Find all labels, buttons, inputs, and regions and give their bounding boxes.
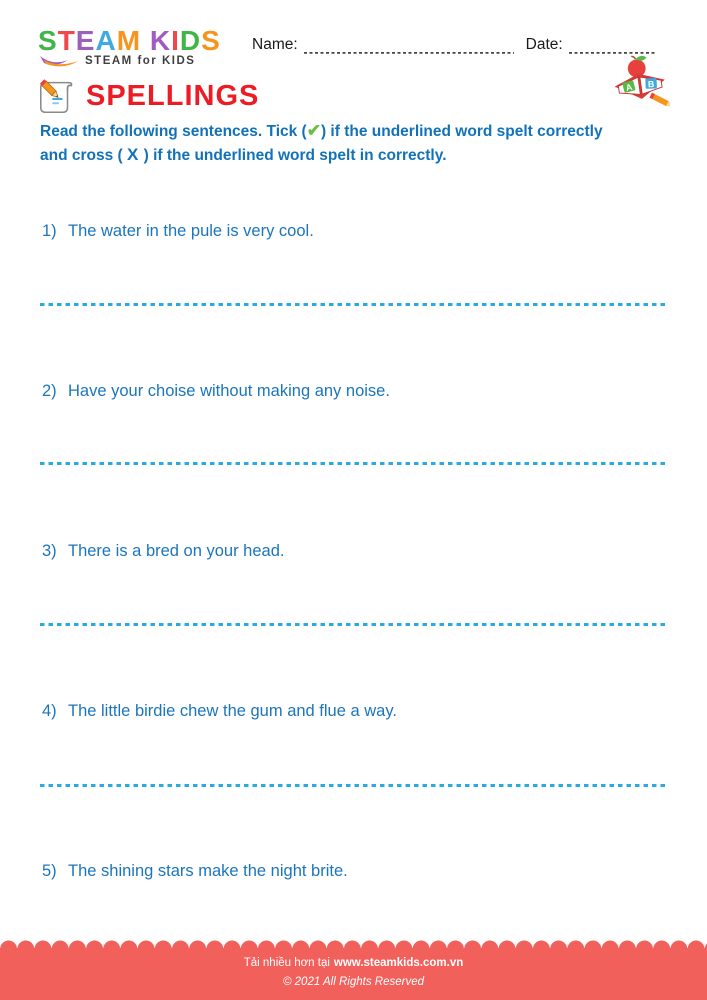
logo-wordmark: STEAM KIDS: [38, 25, 221, 56]
question-row-3: [42, 540, 662, 562]
pencil-scroll-icon: [36, 76, 78, 116]
question-text: There is a bred on your head.: [68, 542, 285, 560]
question-text: The little birdie chew the gum and flue a way.: [68, 702, 397, 720]
steam-kids-logo: [38, 26, 248, 68]
name-label: Name:: [252, 36, 298, 53]
question-row-2: [42, 380, 662, 402]
instructions-line2: and cross ( X ) if the underlined word spelt in correctly.: [40, 144, 447, 164]
question-row-5: [42, 860, 662, 882]
question-number: 4): [42, 702, 57, 720]
logo-tagline: STEAM for KIDS: [85, 55, 196, 67]
answer-writing-line-3[interactable]: [40, 623, 667, 626]
question-number: 5): [42, 862, 57, 880]
name-fill-line[interactable]: [304, 40, 514, 54]
cross-icon: X: [127, 144, 140, 164]
question-row-1: [42, 220, 662, 242]
question-number: 2): [42, 382, 57, 400]
question-text: The shining stars make the night brite.: [68, 862, 348, 880]
date-label: Date:: [525, 36, 563, 53]
footer-download-text: Tải nhiều hơn tại: [243, 957, 330, 969]
answer-writing-line-2[interactable]: [40, 462, 667, 465]
question-number: 1): [42, 222, 57, 240]
svg-text:B: B: [647, 79, 655, 90]
title-row: [36, 76, 259, 116]
logo-swoosh-icon: [38, 54, 82, 68]
footer-download-line: [0, 955, 707, 971]
question-text: The water in the pule is very cool.: [68, 222, 314, 240]
page-title: SPELLINGS: [86, 79, 260, 112]
question-row-4: [42, 700, 662, 722]
question-number: 3): [42, 542, 57, 560]
answer-writing-line-4[interactable]: [40, 784, 667, 787]
date-fill-line[interactable]: [569, 40, 657, 54]
question-text: Have your choise without making any noise.: [68, 382, 390, 400]
instructions: [40, 120, 670, 167]
abc-book-icon: [610, 55, 670, 115]
name-date-row: [252, 36, 676, 54]
tick-icon: ✔: [306, 121, 321, 140]
footer-band: [0, 948, 707, 1000]
instructions-line1: Read the following sentences. Tick (✔) if the underlined word spelt correctly: [40, 121, 603, 140]
svg-text:A: A: [624, 81, 634, 93]
answer-writing-line-1[interactable]: [40, 303, 667, 306]
footer-website: www.steamkids.com.vn: [333, 957, 464, 969]
footer-copyright: © 2021 All Rights Reserved: [282, 976, 424, 988]
